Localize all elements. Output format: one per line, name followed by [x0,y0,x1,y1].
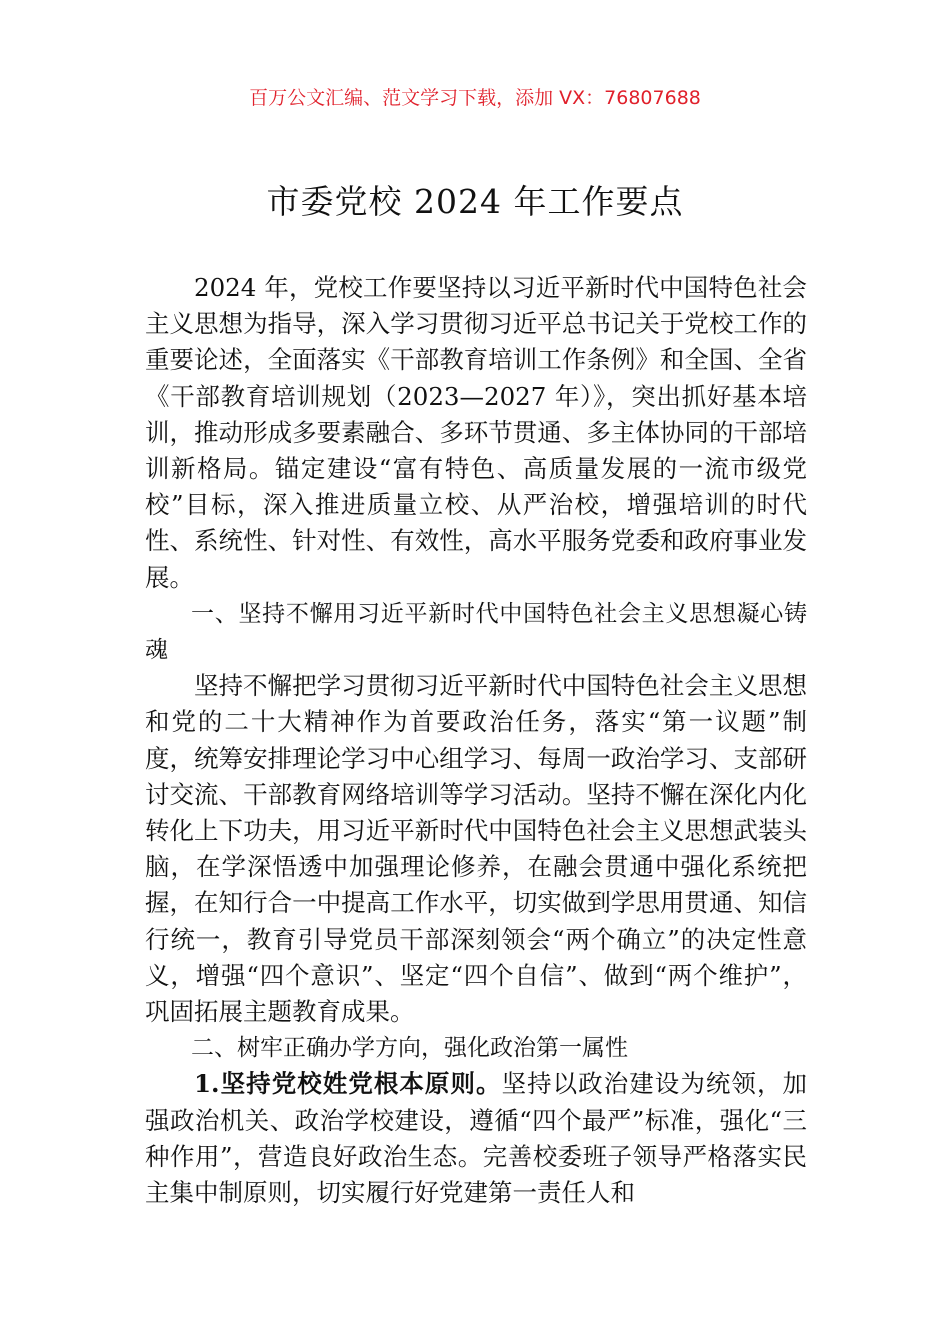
item-1-lead: 1.坚持党校姓党根本原则。 [194,1069,502,1099]
document-body [145,270,807,1211]
watermark-text: 百万公文汇编、范文学习下载，添加 VX：76807688 [249,87,701,109]
intro-paragraph: 2024 年，党校工作要坚持以习近平新时代中国特色社会主义思想为指导，深入学习贯彻习近平总书记关于党校工作的重要论述，全面落实《干部教育培训工作条例》和全国、全省《干部教育培训规划（2023—2027 年）》，突出抓好基本培训，推动形成多要素融合、多环节贯通、多主体协同的干部培训新格局。锚定建设“富有特色、高质量发展的一流市级党校”目标，深入推进质量立校、从严治校，增强培训的时代性、系统性、针对性、有效性，高水平服务党委和政府事业发展。 [145,273,807,592]
document-title: 市委党校 2024 年工作要点 [266,182,684,221]
section-1-paragraph: 坚持不懈把学习贯彻习近平新时代中国特色社会主义思想和党的二十大精神作为首要政治任务，落实“第一议题”制度，统筹安排理论学习中心组学习、每周一政治学习、支部研讨交流、干部教育网络培训等学习活动。坚持不懈在深化内化转化上下功夫，用习近平新时代中国特色社会主义思想武装头脑，在学深悟透中加强理论修养，在融会贯通中强化系统把握，在知行合一中提高工作水平，切实做到学思用贯通、知信行统一，教育引导党员干部深刻领会“两个确立”的决定性意义，增强“四个意识”、坚定“四个自信”、做到“两个维护”，巩固拓展主题教育成果。 [145,671,807,1027]
item-1-paragraph [145,1066,807,1211]
section-heading-2: 二、树牢正确办学方向，强化政治第一属性 [191,1035,628,1062]
section-heading-1: 一、坚持不懈用习近平新时代中国特色社会主义思想凝心铸魂 [145,600,807,664]
item-1-body: 坚持以政治建设为统领，加强政治机关、政治学校建设，遵循“四个最严”标准，强化“三种作用”，营造良好政治生态。完善校委班子领导严格落实民主集中制原则，切实履行好党建第一责任人和 [145,1069,808,1208]
